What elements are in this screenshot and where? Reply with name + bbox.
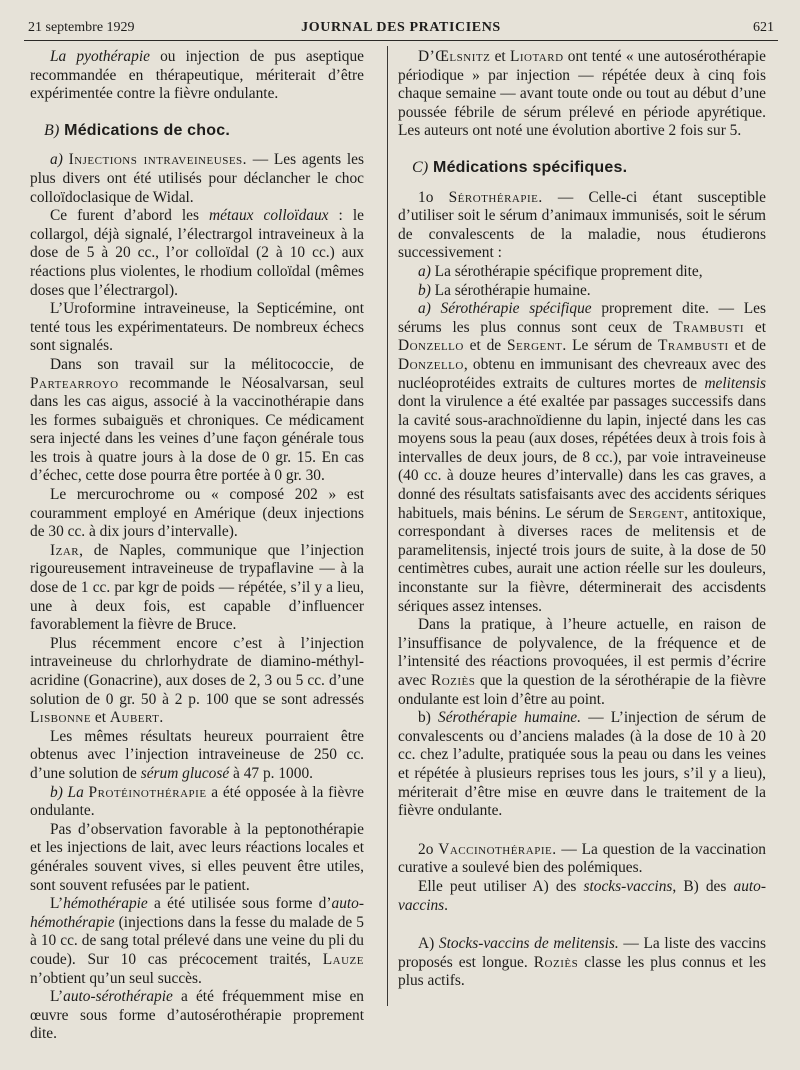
paragraph-gonacrine: Plus récemment encore c’est à l’injection intraveineuse du chrlorhydrate de diamino-méthyl-acridine (Gonacrine), aux doses de 2, 3 ou 5 cc. d’une solution de 0 gr. 50 à 2 p. 100 que se sont adressés Lisbonne et Aubert.	[30, 634, 364, 727]
list-item-b: b) La sérothérapie humaine.	[418, 281, 591, 299]
running-header	[28, 18, 774, 42]
paragraph-stocks-auto-vaccins: Elle peut utiliser A) des stocks-vaccins, B) des auto-vaccins.	[398, 877, 766, 914]
paragraph-uroformine: L’Uroformine intraveineuse, la Septicémine, ont tenté tous les expérimentateurs. De nombreux échecs sont signalés.	[30, 300, 364, 355]
paragraph-partearroyo: Dans son travail sur la mélitococcie, de Partearroyo recommande le Néosalvarsan, seul dans les cas aigus, associé à la vaccinothérapie dans les formes subaiguës et chroniques. Ce médicament sera injecté dans les veines d’une façon générale tous les trois à quatre jours à la dose de 0 gr. 15. En cas d’échec, cette dose pourra être portée à 0 gr. 30.	[30, 355, 364, 485]
paragraph-serotherapie: 1o Sérothérapie. — Celle-ci étant susceptible d’utiliser soit le sérum d’animaux immunisés, soit le sérum de convalescents de la maladie, nous étudierons successivement :	[398, 188, 766, 262]
header-journal-title: JOURNAL DES PRATICIENS	[301, 20, 501, 35]
paragraph-serotherapie-humaine: b) Sérothérapie humaine. — L’injection de sérum de convalescents ou d’anciens malades (à la dose de 10 à 20 cc. chez l’adulte, pratiquée sous la peau ou dans les veines et répétée à plusieurs reprises tous les jours, s’il y a lieu), mériterait d’être mise en œuvre dans le traitement de la fièvre ondulante.	[398, 709, 766, 820]
paragraph-serotherapie-specifique: a) Sérothérapie spécifique proprement dite. — Les sérums les plus connus sont ceux de Trambusti et Donzello et de Sergent. Le sérum de Trambusti et de Donzello, obtenu en immunisant des chevreaux avec des nucléoprotéides extraits de cultures mortes de melitensis dont la virulence a été exaltée par passages successifs dans la cavité sous-arachnoïdienne du lapin, injecté dans les cas moyens sous la peau (aux doses, répétées deux à trois fois à intervalles de deux jours, de 8 cc.), par voie intraveineuse (40 cc. à douze heures d’intervalle) dans les cas graves, a donné des résultats satisfaisants avec des accidents sériques habituels, mais bénins. Le sérum de Sergent, antitoxique, correspondant à diverses races de melitensis et de paramelitensis, injecté trois jours de suite, à la dose de 50 centimètres cubes, aurait une action réelle sur les douleurs, inconstante sur la fièvre, déterminerait des accisdents sériques assez intenses.	[398, 300, 766, 615]
paragraph-serum-glucose: Les mêmes résultats heureux pourraient être obtenus avec l’injection intraveineuse de 250 cc. d’une solution de sérum glucosé à 47 p. 1000.	[30, 727, 364, 782]
section-heading-c: C) Médications spécifiques.	[412, 158, 628, 176]
section-heading-b: B) Médications de choc.	[44, 121, 230, 139]
paragraph-mercurochrome: Le mercurochrome ou « composé 202 » est couramment employé en Amérique (deux injections de 30 cc. à dix jours d’intervalle).	[30, 486, 364, 541]
paragraph-izar: Izar, de Naples, communique que l’injection rigoureusement intraveineuse de trypaflavine — à la dose de 1 cc. par kgr de poids — répétée, s’il y a lieu, une à deux fois, est capable d’influencer favorablement la fièvre de Bruce.	[30, 541, 364, 634]
paragraph-oelsnitz-liotard: D’Œlsnitz et Liotard ont tenté « une autosérothérapie périodique » par injection — répétée deux à cinq fois chaque semaine — avant toute onde ou tout au début d’une poussée fébrile de sérum prélevé en période apyrétique. Les auteurs ont noté une évolution abortive 2 fois sur 5.	[398, 48, 766, 140]
paragraph-stocks-vaccins-melitensis: A) Stocks-vaccins de melitensis. — La liste des vaccins proposés est longue. Roziès classe les plus connus et les plus actifs.	[398, 935, 766, 990]
paragraph-metaux-colloidaux: Ce furent d’abord les métaux colloïdaux : le collargol, déjà signalé, l’électrargol intraveineux à la dose de 5 à 20 cc., l’or colloïdal (2 à 10 cc.) aux réactions plus violentes, le rhodium colloïdal (mêmes doses que l’électrargol).	[30, 207, 364, 299]
paragraph-proteinotherapie: b) La Protéinothérapie a été opposée à la fièvre ondulante.	[30, 783, 364, 820]
paragraph-injections-intraveineuses: a) Injections intraveineuses. — Les agents les plus divers ont été utilisés pour déclancher le choc colloïdoclasique de Widal.	[30, 151, 365, 206]
list-item-a: a) La sérothérapie spécifique proprement dite,	[418, 262, 703, 280]
paragraph-hemotherapie: L’hémothérapie a été utilisée sous forme d’auto-hémothérapie (injections dans la fesse du malade de 5 à 10 cc. de sang total prélevé dans une veine du pli du coude). Sur 10 cas précocement traités, Lauze n’obtient qu’un seul succès.	[30, 895, 364, 987]
header-date: 21 septembre 1929	[28, 20, 135, 35]
right-column	[398, 48, 766, 991]
column-divider	[387, 46, 388, 1006]
header-page-number: 621	[753, 20, 774, 35]
paragraph-vaccinotherapie: 2o Vaccinothérapie. — La question de la vaccination curative a soulevé bien des polémiques.	[398, 840, 766, 877]
paragraph-peptonotherapie: Pas d’observation favorable à la peptonothérapie et les injections de lait, avec leurs réactions locales et générales souvent vives, si elles peuvent être utiles, sont souvent refusées par le patient.	[30, 820, 364, 894]
paragraph-auto-serotherapie: L’auto-sérothérapie a été fréquemment mise en œuvre sous forme d’autosérothérapie proprement dite.	[30, 988, 364, 1043]
paragraph-pratique: Dans la pratique, à l’heure actuelle, en raison de l’insuffisance de polyvalence, de la fréquence et de l’intensité des réactions provoquées, il est permis d’écrire avec Roziès que la question de la sérothérapie de la fièvre ondulante est loin d’être au point.	[398, 616, 766, 708]
header-rule	[24, 40, 778, 41]
left-column	[30, 48, 364, 1044]
paragraph-pyotherapie: La pyothérapie ou injection de pus aseptique recommandée en thérapeutique, mériterait d’être expérimentée contre la fièvre ondulante.	[30, 48, 364, 103]
